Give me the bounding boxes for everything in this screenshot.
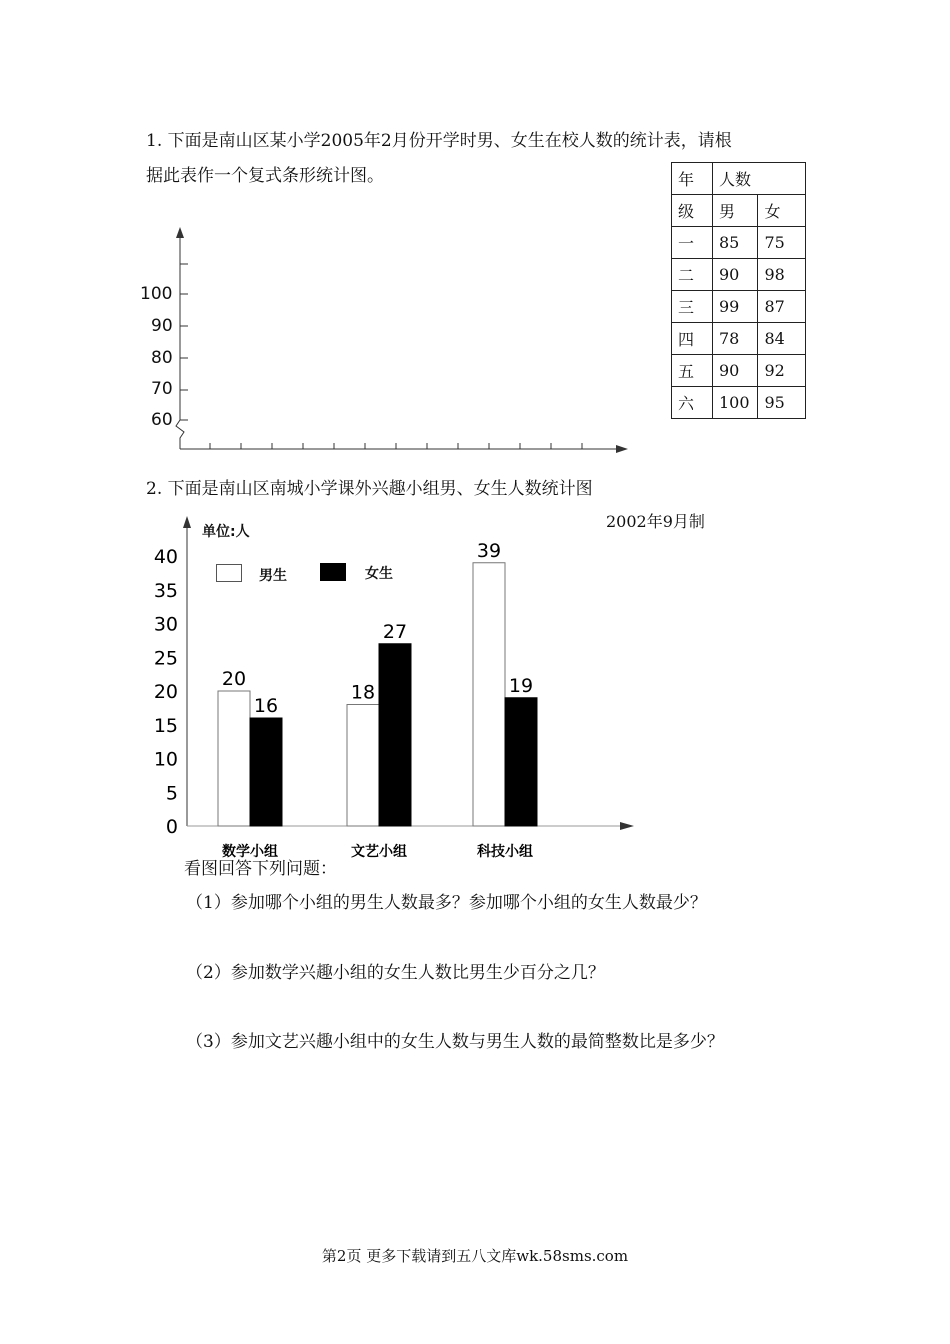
bar-girls	[250, 718, 282, 826]
cell-boys: 78	[713, 323, 758, 355]
cell-grade: 五	[672, 355, 713, 387]
y-tick-label: 0	[165, 816, 178, 838]
header-girls: 女	[758, 195, 806, 227]
cell-girls: 92	[758, 355, 806, 387]
data-label: 16	[253, 695, 279, 717]
cell-girls: 95	[758, 387, 806, 419]
data-label: 39	[476, 539, 502, 562]
q1-line1: 1. 下面是南山区某小学2005年2月份开学时男、女生在校人数的统计表，请根	[146, 131, 732, 151]
cell-boys: 90	[713, 355, 758, 387]
bar-girls	[379, 644, 411, 826]
legend-label-girls: 女生	[365, 566, 393, 582]
legend-label-boys: 男生	[259, 568, 287, 584]
cell-grade: 六	[672, 387, 713, 419]
y-tick-label: 5	[165, 782, 178, 805]
question-1: （1）参加哪个小组的男生人数最多？参加哪个小组的女生人数最少？	[186, 893, 707, 913]
q1-axis-label-60: 60	[151, 410, 173, 430]
q2-title: 2. 下面是南山区南城小学课外兴趣小组男、女生人数统计图	[146, 479, 593, 499]
q2-date: 2002年9月制	[606, 512, 705, 531]
cell-boys: 90	[713, 259, 758, 291]
question-3: （3）参加文艺兴趣小组中的女生人数与男生人数的最简整数比是多少？	[186, 1032, 724, 1052]
bar-boys	[347, 705, 379, 827]
q1-axis-label-80: 80	[151, 348, 173, 368]
y-axis-arrow	[183, 516, 191, 528]
bar-boys	[218, 691, 250, 826]
header-grade-top: 年	[672, 163, 713, 195]
category-label: 科技小组	[477, 844, 533, 860]
y-tick-label: 35	[153, 579, 178, 602]
cell-boys: 100	[713, 387, 758, 419]
cell-grade: 四	[672, 323, 713, 355]
bar-boys	[473, 563, 505, 826]
y-tick-label: 40	[153, 546, 178, 568]
y-tick-label: 25	[153, 647, 178, 670]
category-label: 数学小组	[222, 844, 278, 860]
bar-girls	[505, 698, 537, 826]
data-label: 27	[382, 620, 408, 643]
cell-boys: 85	[713, 227, 758, 259]
q2-prompt: 看图回答下列问题：	[184, 859, 337, 879]
data-label: 20	[221, 668, 247, 690]
cell-girls: 98	[758, 259, 806, 291]
y-tick-label: 10	[153, 748, 178, 771]
header-grade-bottom: 级	[672, 195, 713, 227]
x-axis-arrow	[620, 822, 634, 830]
cell-girls: 84	[758, 323, 806, 355]
chart-unit: 单位:人	[202, 524, 250, 540]
data-label: 18	[350, 681, 376, 704]
cell-grade: 二	[672, 259, 713, 291]
header-boys: 男	[713, 195, 758, 227]
q1-axis-label-70: 70	[151, 379, 173, 399]
q1-line2: 据此表作一个复式条形统计图。	[146, 166, 384, 186]
y-tick-label: 30	[153, 613, 178, 636]
page-footer: 第2页 更多下载请到五八文库wk.58sms.com	[321, 1247, 629, 1265]
data-label: 19	[508, 674, 534, 697]
cell-grade: 三	[672, 291, 713, 323]
y-tick-label: 20	[153, 681, 178, 703]
y-tick-label: 15	[153, 714, 178, 737]
q1-axis-label-100: 100	[140, 284, 173, 304]
cell-grade: 一	[672, 227, 713, 259]
category-label: 文艺小组	[351, 844, 407, 860]
cell-girls: 87	[758, 291, 806, 323]
q1-axis-label-90: 90	[151, 316, 173, 336]
cell-boys: 99	[713, 291, 758, 323]
cell-girls: 75	[758, 227, 806, 259]
header-count: 人数	[713, 163, 806, 195]
question-2: （2）参加数学兴趣小组的女生人数比男生少百分之几？	[186, 963, 605, 983]
